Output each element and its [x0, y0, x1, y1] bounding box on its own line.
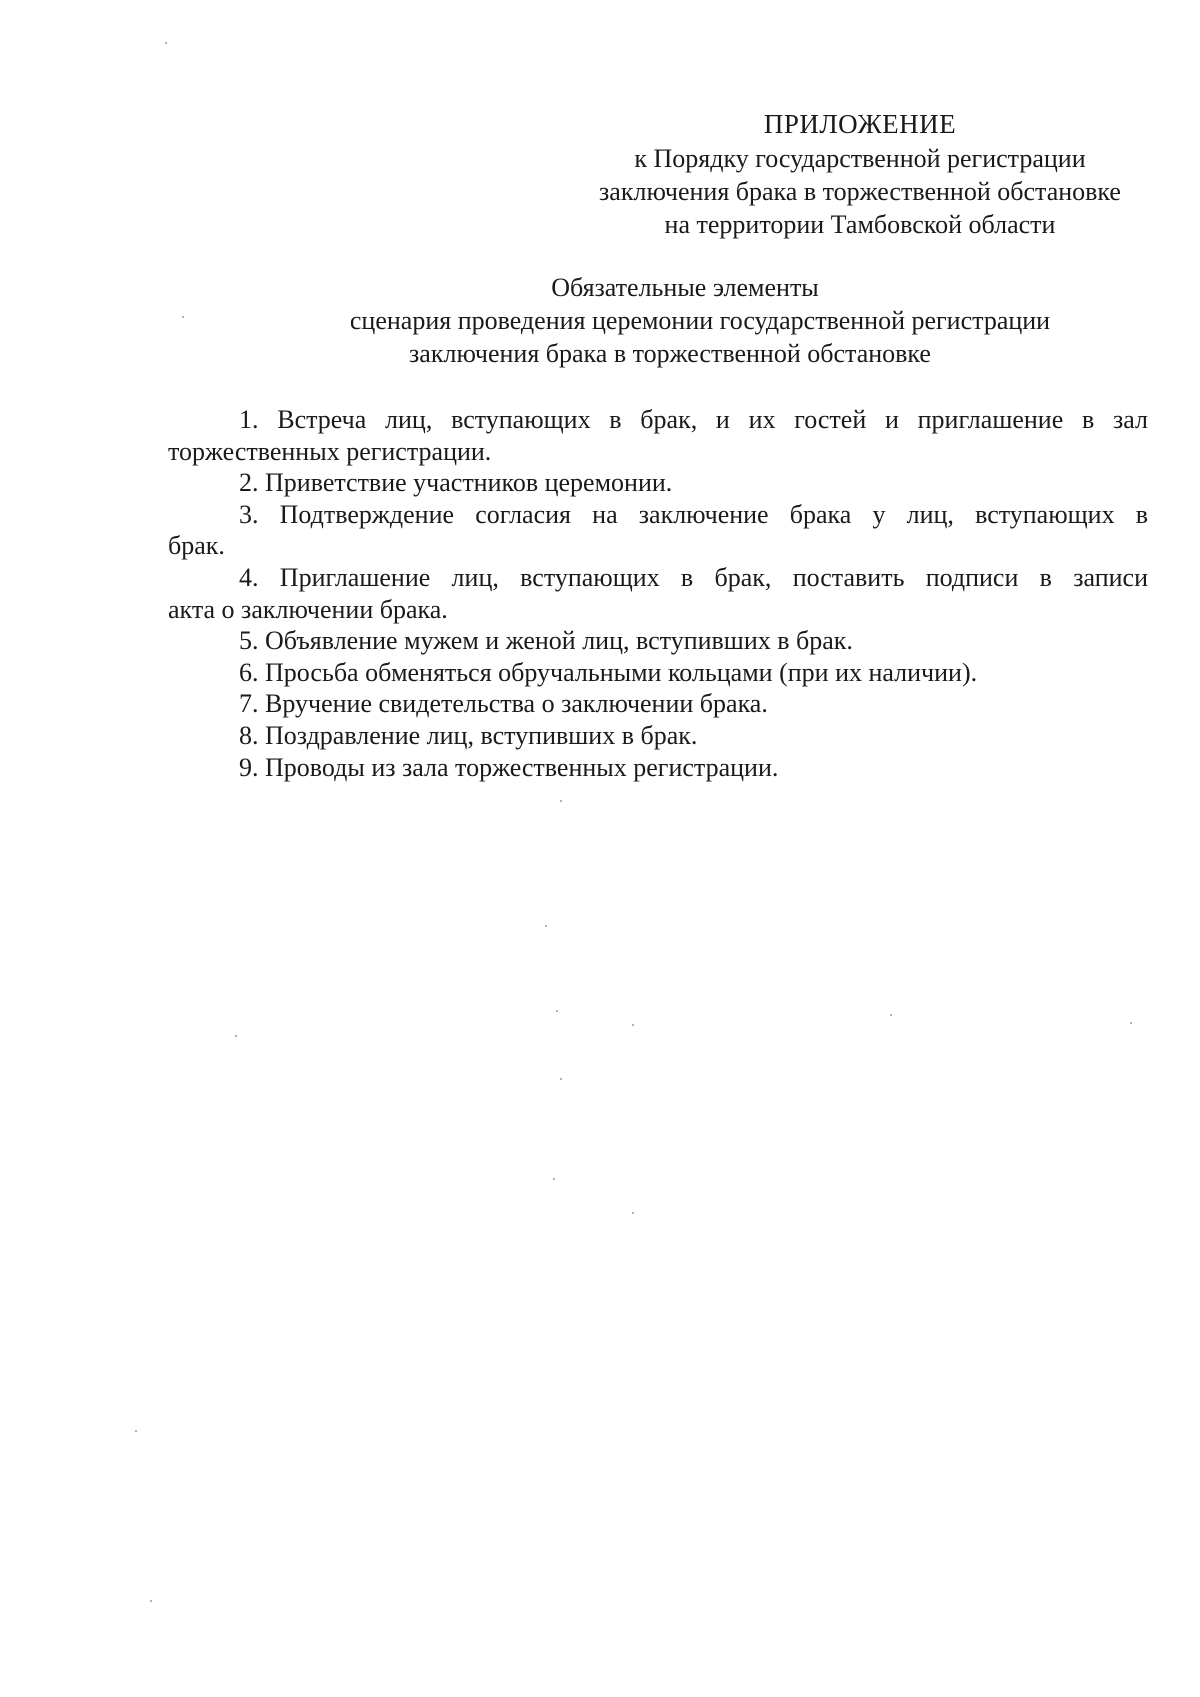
- list-item-text: 9. Проводы из зала торжественных регистрации.: [239, 752, 779, 782]
- scan-speck: [165, 42, 167, 44]
- list-item-text: 8. Поздравление лиц, вступивших в брак.: [239, 720, 698, 750]
- appendix-line-2: заключения брака в торжественной обстановке: [599, 177, 1121, 206]
- list-item-continuation: акта о заключении брака.: [168, 594, 448, 624]
- scan-speck: [560, 800, 562, 802]
- list-item: [168, 688, 1148, 720]
- scan-speck: [560, 1078, 562, 1080]
- list-item: [168, 562, 1148, 625]
- list-item-first-line: 1. Встреча лиц, вступающих в брак, и их гостей и приглашение в зал: [239, 405, 1148, 434]
- scan-speck: [890, 1014, 892, 1016]
- title-line-3: заключения брака в торжественной обстановке: [409, 339, 931, 368]
- list-item: [168, 657, 1148, 689]
- list-item: [168, 499, 1148, 562]
- list-item-text: 7. Вручение свидетельства о заключении брака.: [239, 689, 768, 719]
- list-item-first-line: 3. Подтверждение согласия на заключение брака у лиц, вступающих в: [239, 499, 1148, 529]
- list-item: [168, 752, 1148, 784]
- list-item-text: 6. Просьба обменяться обручальными кольцами (при их наличии).: [239, 657, 978, 687]
- scan-speck: [632, 1024, 634, 1026]
- list-item: [168, 404, 1148, 467]
- list-item-continuation: торжественных регистрации.: [168, 436, 492, 466]
- list-item: [168, 720, 1148, 752]
- list-item-text: 5. Объявление мужем и женой лиц, вступивших в брак.: [239, 626, 853, 656]
- appendix-header: [560, 108, 1160, 241]
- scan-speck: [556, 1010, 558, 1012]
- list-item-text: 2. Приветствие участников церемонии.: [239, 468, 673, 498]
- list-item: [168, 625, 1148, 657]
- title-line-2: сценария проведения церемонии государственной регистрации: [349, 306, 1051, 335]
- scan-speck: [135, 1430, 137, 1432]
- scan-speck: [182, 316, 184, 318]
- scan-speck: [235, 1035, 237, 1037]
- title-line-1: Обязательные элементы: [551, 273, 819, 302]
- ceremony-elements-list: [168, 404, 1148, 783]
- appendix-line-1: к Порядку государственной регистрации: [634, 144, 1086, 173]
- scan-speck: [553, 1178, 555, 1180]
- list-item-continuation: брак.: [168, 531, 225, 561]
- document-title: [160, 271, 1200, 370]
- scan-speck: [1130, 1022, 1132, 1024]
- list-item: [168, 467, 1148, 499]
- scan-speck: [150, 1600, 152, 1602]
- appendix-heading: ПРИЛОЖЕНИЕ: [763, 109, 957, 139]
- appendix-line-3: на территории Тамбовской области: [664, 210, 1056, 239]
- list-item-first-line: 4. Приглашение лиц, вступающих в брак, поставить подписи в записи: [239, 562, 1148, 592]
- scan-speck: [632, 1212, 634, 1214]
- scan-speck: [545, 925, 547, 927]
